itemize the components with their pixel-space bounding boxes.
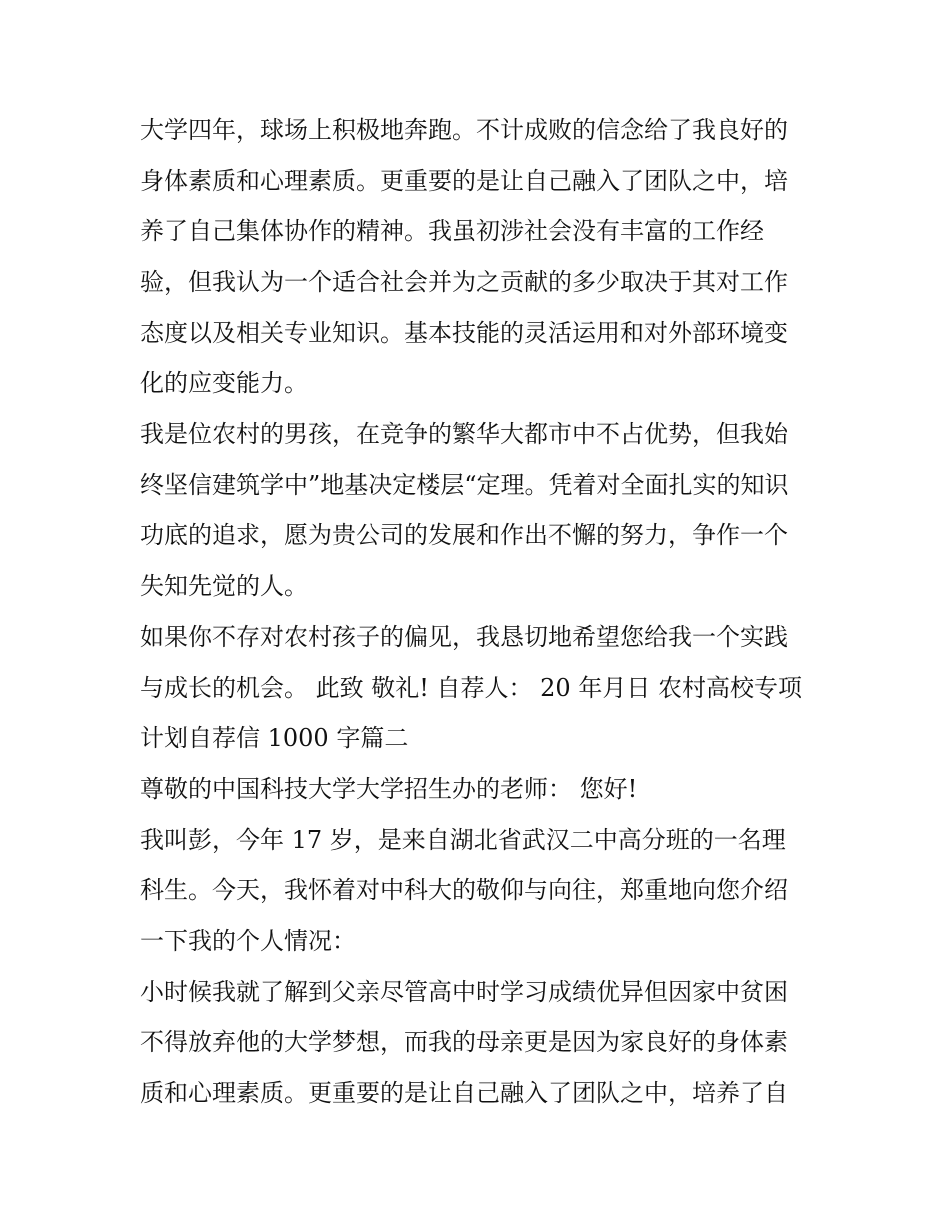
text-line: 失知先觉的人。 xyxy=(140,572,308,600)
text-line: 终坚信建筑学中”地基决定楼层“定理。凭着对全面扎实的知识 xyxy=(140,471,789,499)
text-line: 质和心理素质。更重要的是让自己融入了团队之中，培养了自 xyxy=(140,1079,788,1107)
text-line: 化的应变能力。 xyxy=(140,369,308,397)
text-line: 大学四年，球场上积极地奔跑。不计成败的信念给了我良好的 xyxy=(140,116,788,144)
text-line: 与成长的机会。 此致 敬礼! 自荐人： 20 年月日 农村高校专项 xyxy=(140,674,802,702)
text-line: 我是位农村的男孩，在竞争的繁华大都市中不占优势，但我始 xyxy=(140,420,788,448)
text-line: 小时候我就了解到父亲尽管高中时学习成绩优异但因家中贫困 xyxy=(140,978,788,1006)
text-line: 功底的追求，愿为贵公司的发展和作出不懈的努力，争作一个 xyxy=(140,521,788,549)
text-line: 养了自己集体协作的精神。我虽初涉社会没有丰富的工作经 xyxy=(140,217,764,245)
text-line: 态度以及相关专业知识。基本技能的灵活运用和对外部环境变 xyxy=(140,319,788,347)
text-line: 如果你不存对农村孩子的偏见，我恳切地希望您给我一个实践 xyxy=(140,623,788,651)
text-line: 我叫彭，今年 17 岁，是来自湖北省武汉二中高分班的一名理 xyxy=(140,826,786,854)
text-line: 科生。今天，我怀着对中科大的敬仰与向往，郑重地向您介绍 xyxy=(140,876,788,904)
text-line: 身体素质和心理素质。更重要的是让自己融入了团队之中，培 xyxy=(140,167,788,195)
text-line: 尊敬的中国科技大学大学招生办的老师： 您好! xyxy=(140,775,638,803)
text-line: 计划自荐信 1000 字篇二 xyxy=(140,724,409,752)
text-line: 验，但我认为一个适合社会并为之贡献的多少取决于其对工作 xyxy=(140,268,788,296)
text-line: 不得放弃他的大学梦想，而我的母亲更是因为家良好的身体素 xyxy=(140,1028,788,1056)
text-line: 一下我的个人情况： xyxy=(140,927,356,955)
